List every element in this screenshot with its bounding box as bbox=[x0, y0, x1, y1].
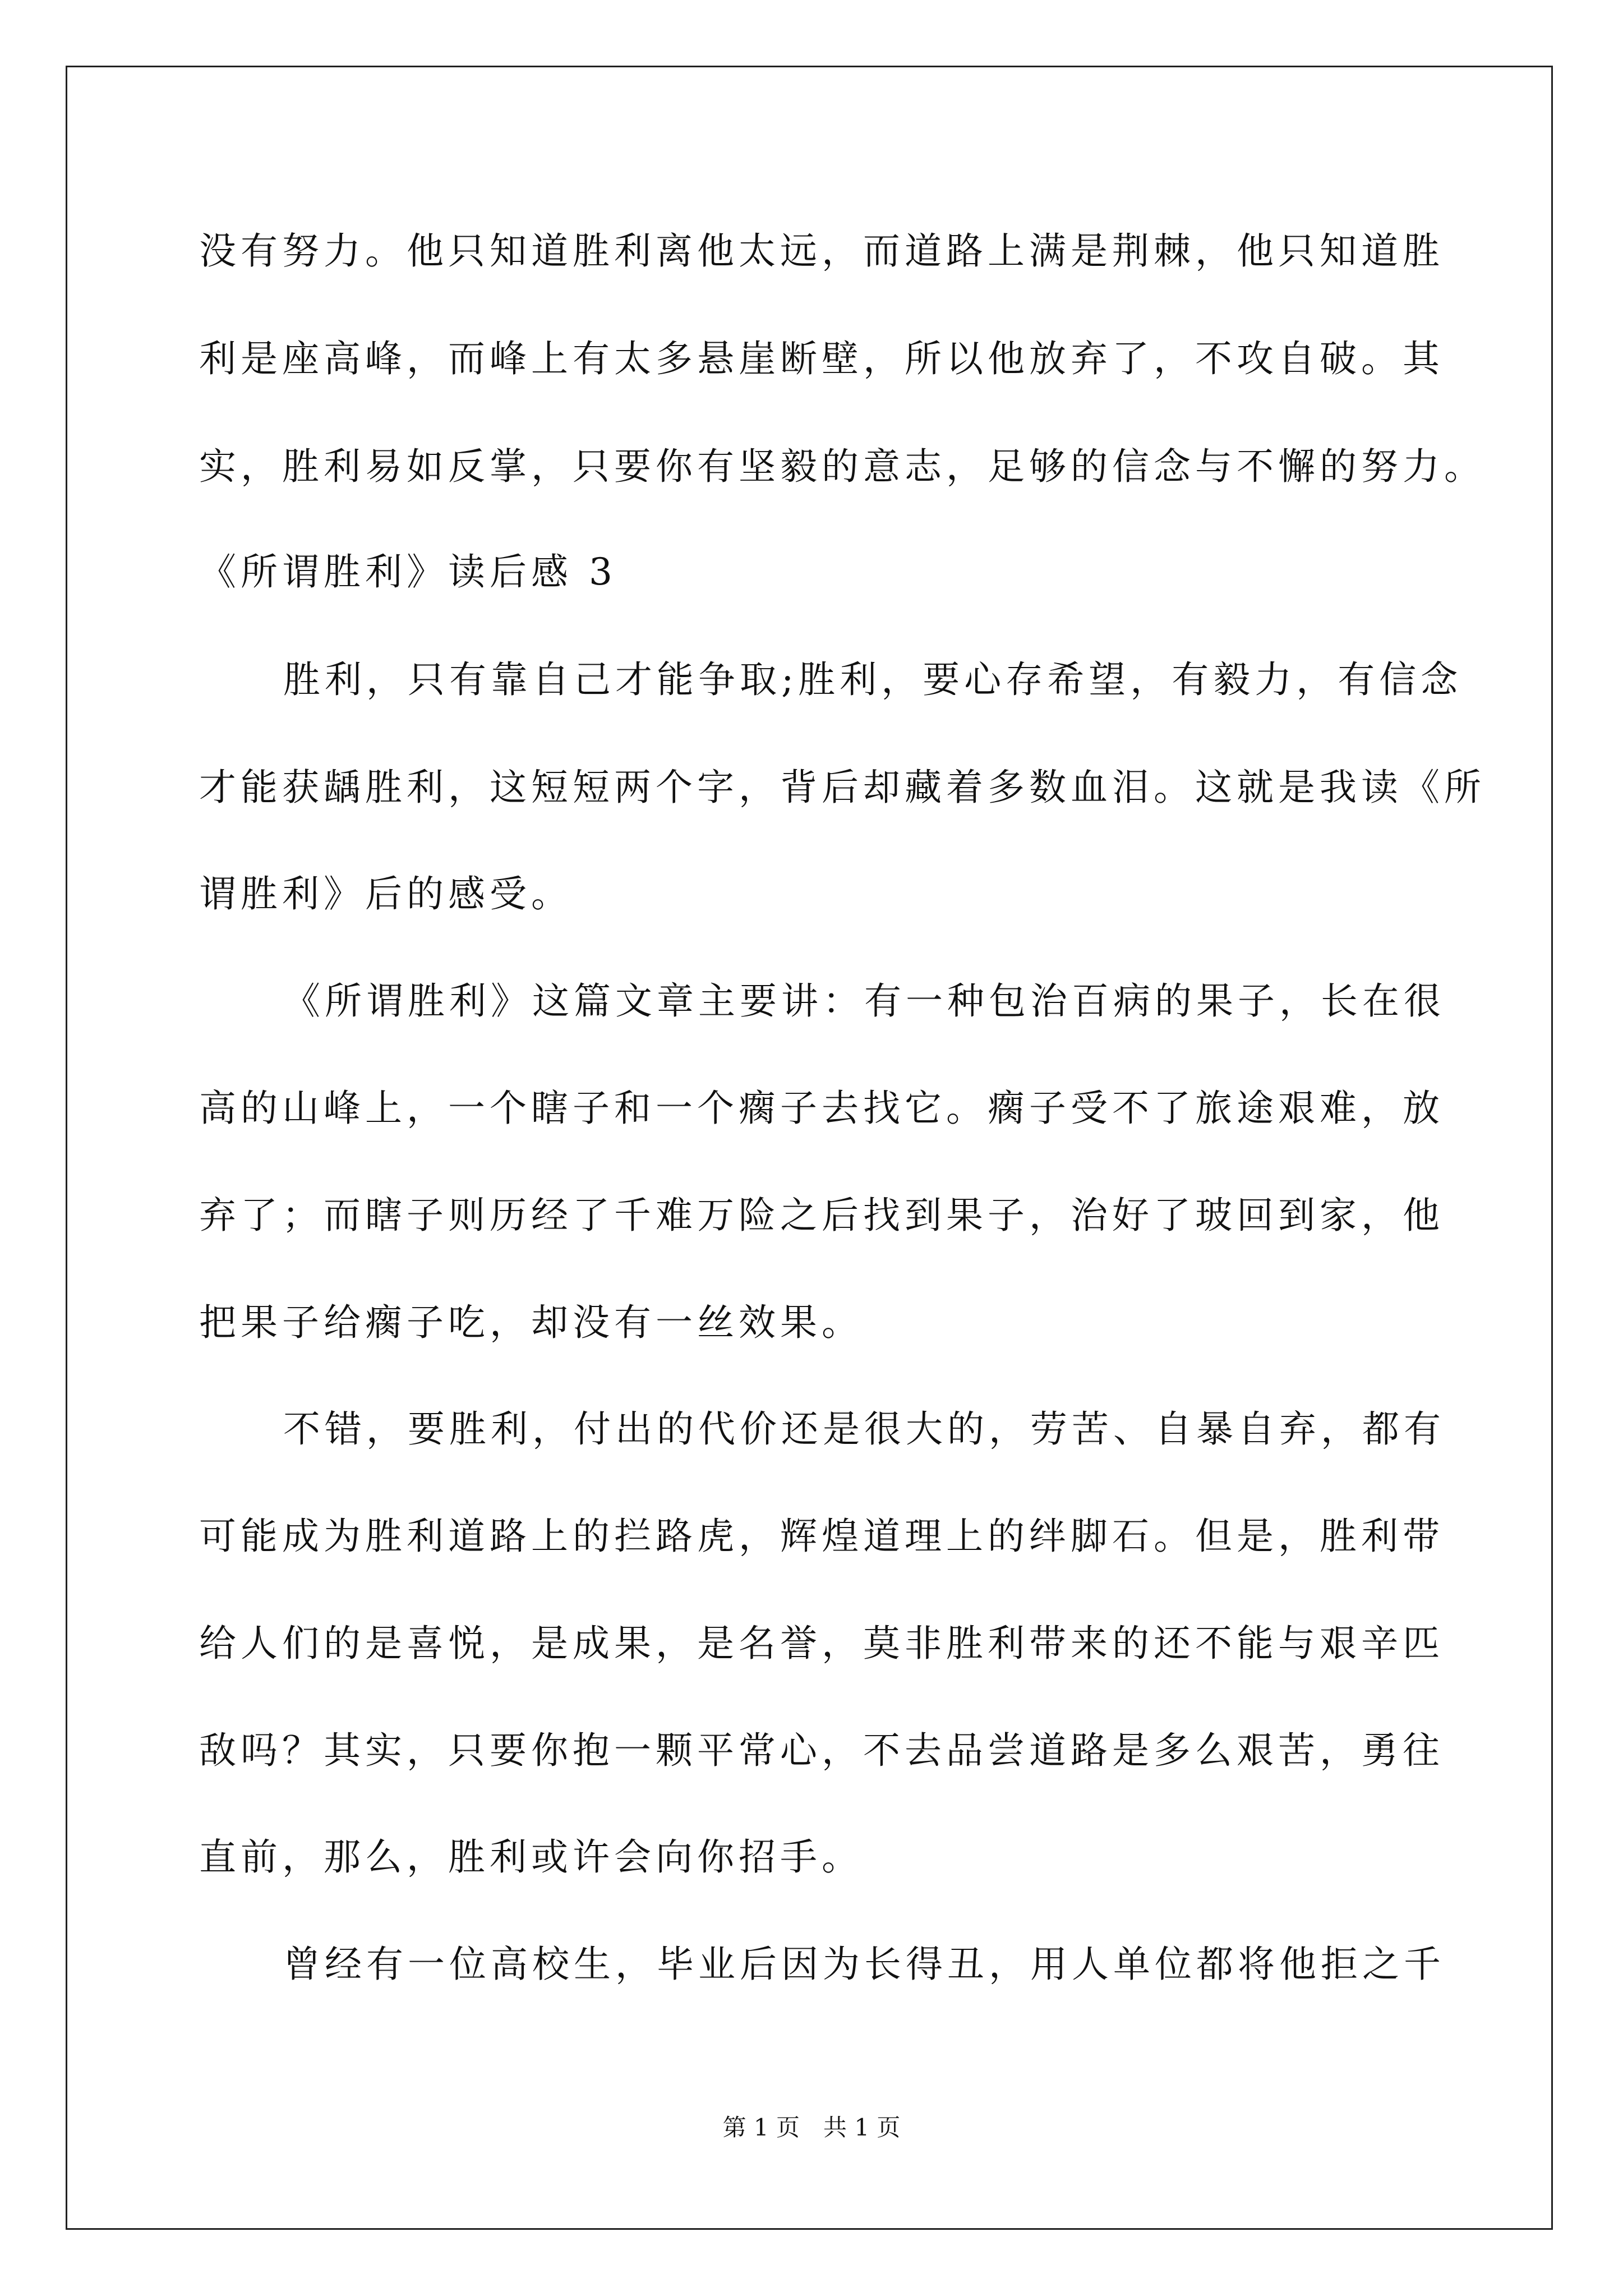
text-line: 高的山峰上，一个瞎子和一个瘸子去找它。瘸子受不了旅途艰难，放 bbox=[199, 1087, 1444, 1130]
text-line: 弃了；而瞎子则历经了千难万险之后找到果子，治好了玻回到家，他 bbox=[199, 1194, 1444, 1237]
text-line: 胜利，只有靠自己才能争取;胜利，要心存希望，有毅力，有信念 bbox=[283, 658, 1463, 701]
text-line: 《所谓胜利》这篇文章主要讲：有一种包治百病的果子，长在很 bbox=[283, 979, 1445, 1023]
text-line: 敌吗？其实，只要你抱一颗平常心，不去品尝道路是多么艰苦，勇往 bbox=[199, 1729, 1444, 1772]
text-line: 谓胜利》后的感受。 bbox=[199, 872, 573, 915]
text-line: 曾经有一位高校生，毕业后因为长得丑，用人单位都将他拒之千 bbox=[283, 1943, 1445, 1986]
text-line: 把果子给瘸子吃，却没有一丝效果。 bbox=[199, 1301, 863, 1344]
text-line: 利是座高峰，而峰上有太多悬崖断壁，所以他放弃了，不攻自破。其 bbox=[199, 337, 1444, 380]
page-number: 第 1 页 共 1 页 bbox=[722, 2114, 901, 2141]
page-border bbox=[66, 66, 1553, 2230]
text-line: 直前，那么，胜利或许会向你招手。 bbox=[199, 1835, 863, 1879]
text-line: 没有努力。他只知道胜利离他太远，而道路上满是荆棘，他只知道胜 bbox=[199, 229, 1444, 273]
text-line: 可能成为胜利道路上的拦路虎，辉煌道理上的绊脚石。但是，胜利带 bbox=[199, 1515, 1444, 1558]
text-line: 给人们的是喜悦，是成果，是名誉，莫非胜利带来的还不能与艰辛匹 bbox=[199, 1622, 1444, 1665]
text-line: 才能获龋胜利，这短短两个字，背后却藏着多数血泪。这就是我读《所 bbox=[199, 766, 1486, 809]
section-heading: 《所谓胜利》读后感 3 bbox=[199, 550, 617, 593]
text-line: 不错，要胜利，付出的代价还是很大的，劳苦、自暴自弃，都有 bbox=[283, 1407, 1445, 1451]
text-line: 实，胜利易如反掌，只要你有坚毅的意志，足够的信念与不懈的努力。 bbox=[199, 445, 1486, 488]
